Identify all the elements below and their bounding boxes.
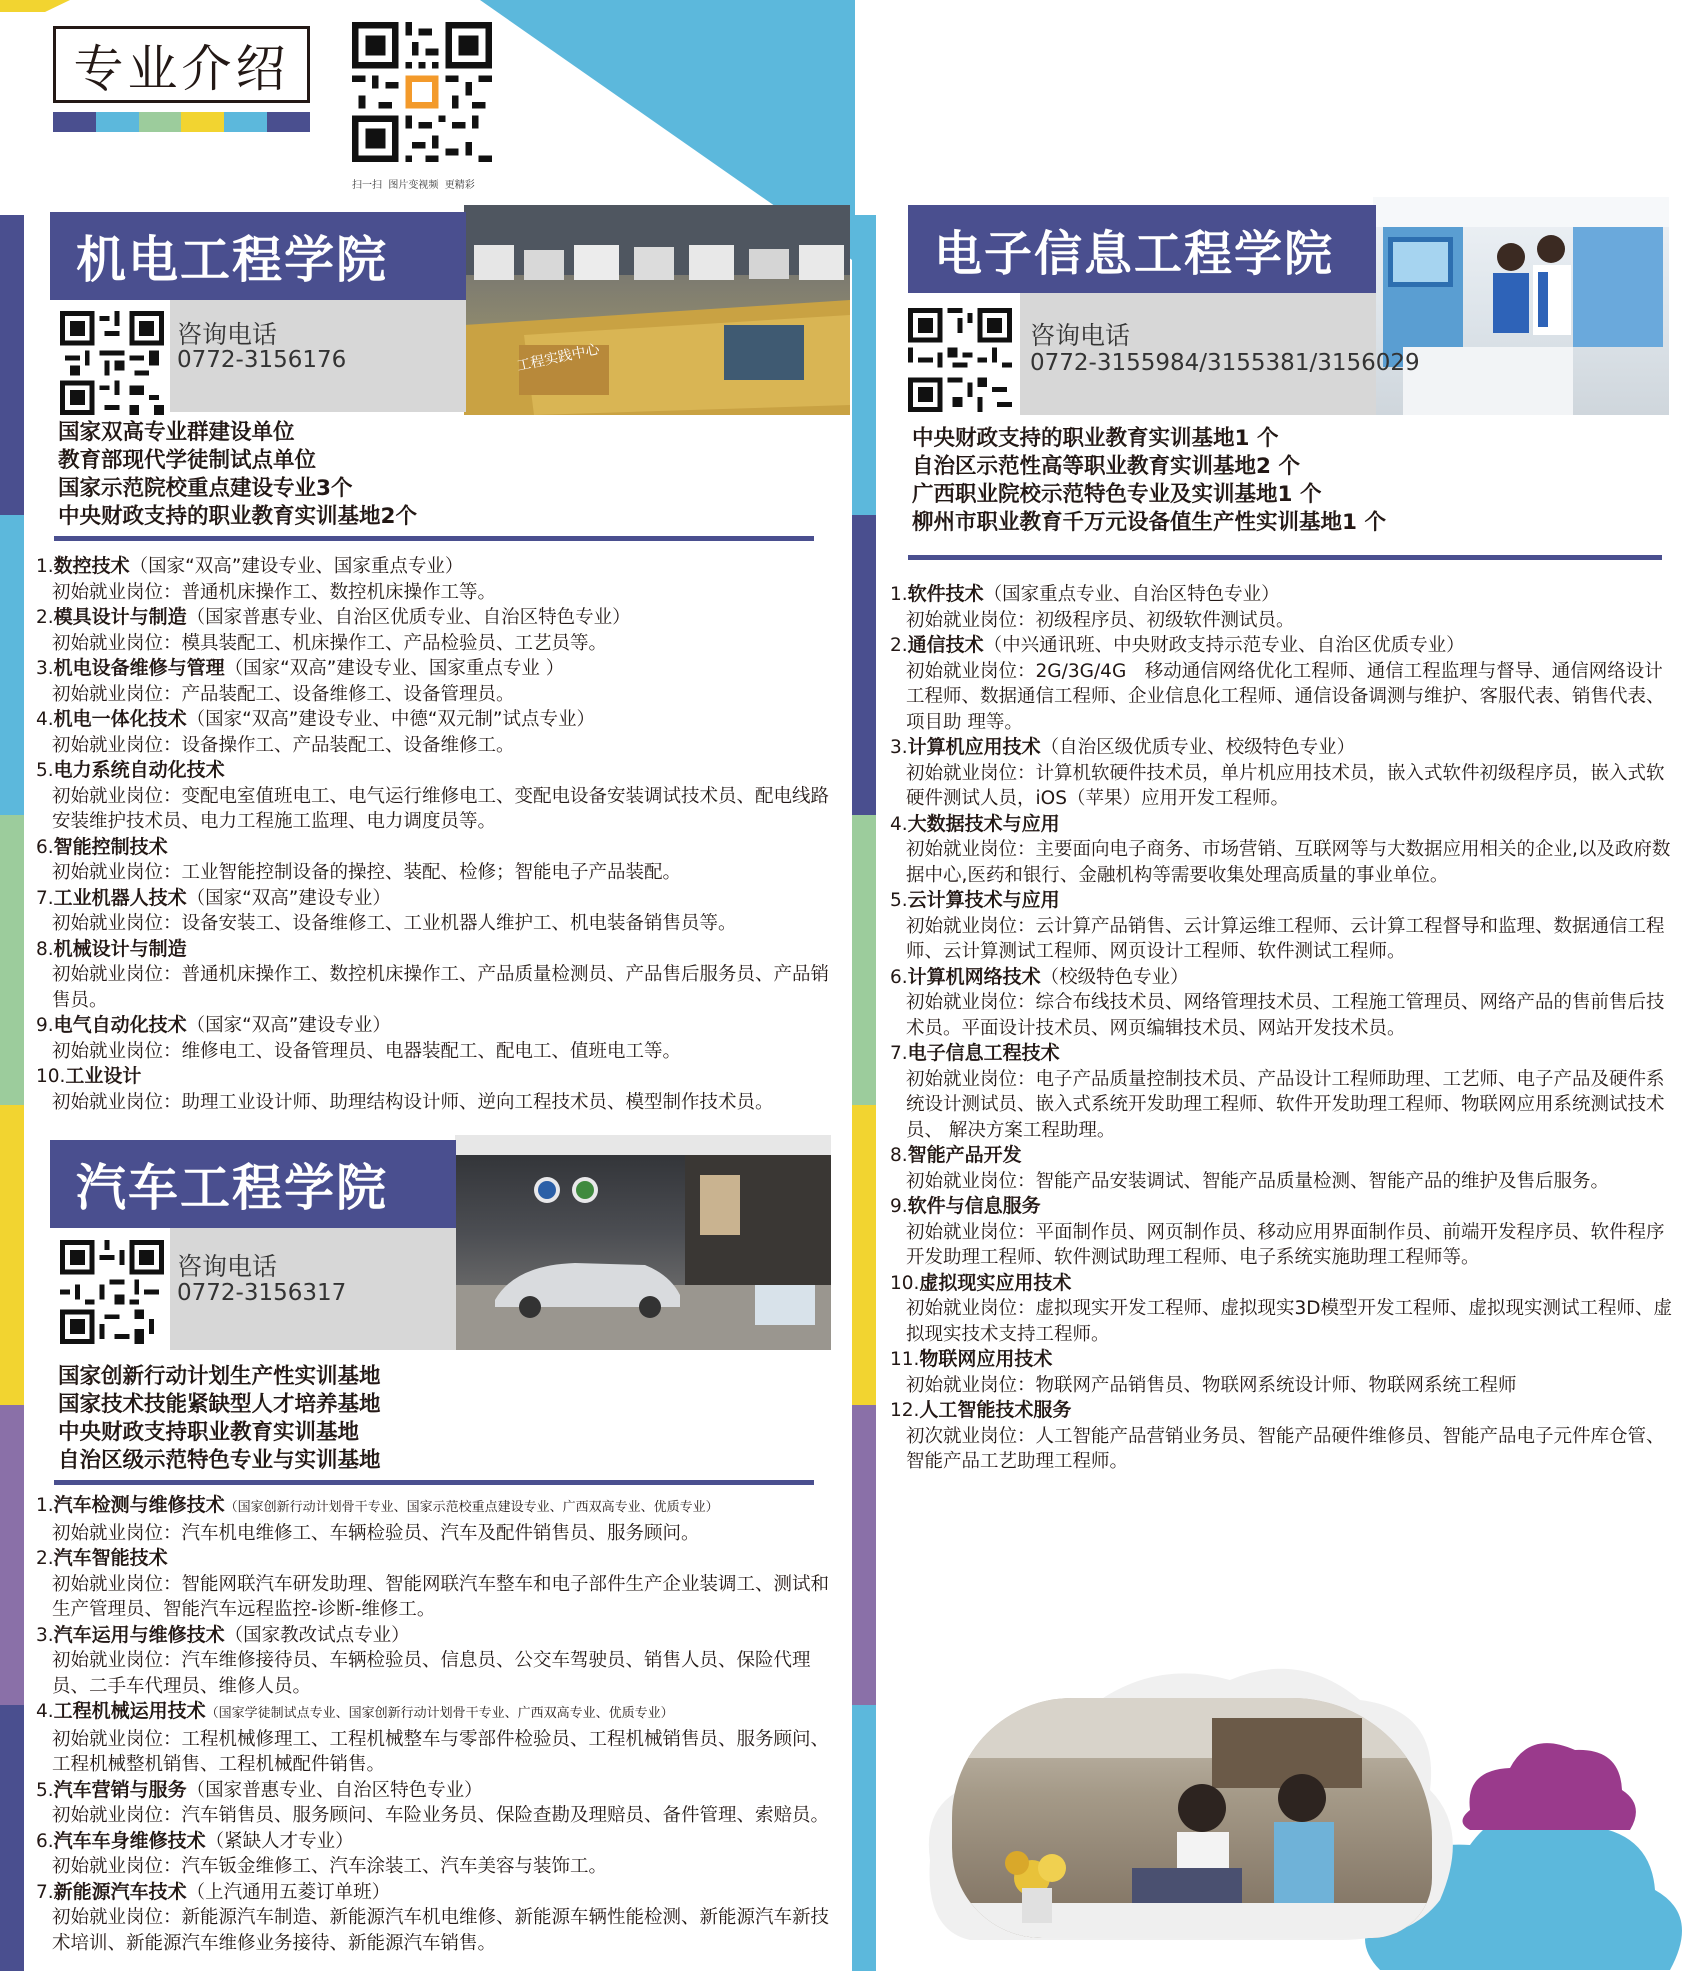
major-name: 物联网应用技术 <box>919 1348 1053 1370</box>
major-job-description: 初始就业岗位：普通机床操作工、数控机床操作工等。 <box>52 581 497 603</box>
major-note: （国家“双高”建设专业、国家重点专业） <box>129 556 464 577</box>
major-name: 智能产品开发 <box>907 1144 1022 1166</box>
major-job-description: 初始就业岗位：维修电工、设备管理员、电器装配工、配电工、值班电工等。 <box>52 1040 682 1062</box>
major-job-description: 初始就业岗位：平面制作员、网页制作员、移动应用界面制作员、前端开发程序员、软件程序开发助理工程师、软件测试助理工程师、电子系统实施助理工程师等。 <box>906 1221 1665 1268</box>
dianzi-major-item <box>890 1398 1680 1475</box>
qiche-major-item <box>36 1546 836 1623</box>
left-edge-stripe-sky <box>0 515 24 815</box>
jidian-major-item <box>36 656 836 707</box>
qiche-major-item <box>36 1880 836 1957</box>
jidian-qr-code[interactable] <box>60 311 164 415</box>
major-number: 1. <box>36 1495 54 1516</box>
dianzi-major-item <box>890 1194 1680 1271</box>
major-note: （国家“双高”建设专业、国家重点专业 ） <box>224 658 565 679</box>
qiche-highlight: 自治区级示范特色专业与实训基地 <box>58 1448 381 1473</box>
major-note: （上汽通用五菱订单班） <box>186 1881 391 1903</box>
jidian-contact-label: 咨询电话 <box>177 320 278 349</box>
dianzi-college-name: 电子信息工程学院 <box>934 225 1335 282</box>
major-name: 汽车车身维修技术 <box>53 1829 206 1852</box>
major-job-description: 初始就业岗位：综合布线技术员、网络管理技术员、工程施工管理员、网络产品的售前售后技 术员。平面设计技术员、网页编辑技术员、网站开发技术员。 <box>906 992 1665 1039</box>
major-number: 8. <box>890 1145 908 1166</box>
major-number: 2. <box>890 635 908 656</box>
jidian-major-list <box>36 554 836 1115</box>
major-note: （校级特色专业） <box>1040 966 1189 988</box>
major-note: （紧缺人才专业） <box>205 1830 354 1852</box>
major-note: （国家“双高”建设专业、中德“双元制”试点专业） <box>186 709 596 730</box>
major-number: 5. <box>890 890 908 911</box>
major-name: 云计算技术与应用 <box>907 889 1060 911</box>
major-job-description: 初始就业岗位：设备安装工、设备维修工、工业机器人维护工、机电装备销售员等。 <box>52 913 737 934</box>
major-note: （国家普惠专业、自治区优质专业、自治区特色专业） <box>186 607 631 628</box>
major-number: 7. <box>890 1043 908 1064</box>
qiche-major-item <box>36 1493 836 1546</box>
jidian-major-item <box>36 1013 836 1064</box>
qiche-highlights <box>58 1363 381 1475</box>
jidian-photo <box>464 205 850 415</box>
major-name: 人工智能技术服务 <box>919 1399 1072 1421</box>
major-job-description: 初始就业岗位：智能网联汽车研发助理、智能网联汽车整车和电子部件生产企业装调工、测试和生产管理员、智能汽车远程监控-诊断-维修工。 <box>52 1573 830 1620</box>
major-number: 6. <box>36 1830 54 1852</box>
major-job-description: 初始就业岗位：初级程序员、初级软件测试员。 <box>906 609 1295 631</box>
jidian-photo-sign: 工程实践中心 <box>515 341 601 375</box>
major-job-description: 初次就业岗位：人工智能产品营销业务员、智能产品硬件维修员、智能产品电子元件库仓管、智能产品工艺助理工程师。 <box>906 1425 1665 1472</box>
major-number: 11. <box>890 1349 920 1370</box>
major-number: 5. <box>36 1779 54 1801</box>
major-note: （自治区级优质专业、校级特色专业） <box>1040 737 1356 758</box>
major-job-description: 初始就业岗位：变配电室值班电工、电气运行维修电工、变配电设备安装调试技术员、配电线路安装维护技术员、电力工程施工监理、电力调度员等。 <box>52 785 830 832</box>
major-name: 模具设计与制造 <box>53 606 187 628</box>
dianzi-contact-label: 咨询电话 <box>1030 321 1131 350</box>
qiche-major-list <box>36 1493 836 1956</box>
dianzi-highlight: 广西职业院校示范特色专业及实训基地1 个 <box>912 482 1322 507</box>
major-job-description: 初始就业岗位：汽车维修接待员、车辆检验员、信息员、公交车驾驶员、销售人员、保险代理 员、二手车代理员、维修人员。 <box>52 1650 811 1697</box>
major-note: （国家重点专业、自治区特色专业） <box>983 584 1280 605</box>
major-name: 电气自动化技术 <box>53 1014 187 1036</box>
major-number: 6. <box>890 966 908 988</box>
major-number: 1. <box>36 556 54 577</box>
major-job-description: 初始就业岗位：工业智能控制设备的操控、装配、检修；智能电子产品装配。 <box>52 862 682 883</box>
jidian-major-item <box>36 758 836 835</box>
major-job-description: 初始就业岗位：汽车钣金维修工、汽车涂装工、汽车美容与装饰工。 <box>52 1856 608 1877</box>
dianzi-major-item <box>890 633 1680 735</box>
qiche-divider <box>54 1480 814 1485</box>
major-job-description: 初始就业岗位：汽车销售员、服务顾问、车险业务员、保险查勘及理赔员、备件管理、索赔员。 <box>52 1805 830 1826</box>
major-note: （国家普惠专业、自治区特色专业） <box>186 1779 483 1801</box>
major-job-description: 初始就业岗位：工程机械修理工、工程机械整车与零部件检验员、工程机械销售员、服务顾问、工程机械整机销售、工程机械配件销售。 <box>52 1728 830 1775</box>
qiche-major-item <box>36 1623 836 1700</box>
left-edge-stripe-navy <box>0 215 24 515</box>
page-title: 专业介绍 <box>73 39 290 98</box>
center-stripe-purple <box>852 1405 876 1705</box>
major-name: 工业机器人技术 <box>53 886 187 909</box>
dianzi-major-item <box>890 1041 1680 1143</box>
jidian-major-item <box>36 707 836 758</box>
jidian-divider <box>54 536 814 541</box>
left-edge-stripe-purple <box>0 1405 24 1705</box>
major-note: （国家创新行动计划骨干专业、国家示范校重点建设专业、广西双高专业、优质专业） <box>224 1500 719 1515</box>
major-name: 汽车运用与维修技术 <box>53 1623 225 1646</box>
dianzi-major-item <box>890 735 1680 812</box>
major-number: 5. <box>36 760 54 781</box>
dianzi-phone: 0772-3155984/3155381/3156029 <box>1030 350 1420 376</box>
dianzi-highlight: 柳州市职业教育千万元设备值生产性实训基地1 个 <box>912 510 1386 535</box>
major-number: 2. <box>36 607 54 628</box>
header-qr-caption: 扫一扫 图片变视频 更精彩 <box>352 180 475 191</box>
major-name: 机械设计与制造 <box>53 937 187 960</box>
major-name: 软件与信息服务 <box>907 1195 1041 1217</box>
major-number: 3. <box>36 1624 54 1646</box>
bottom-cloud-illustration <box>910 1640 1690 1971</box>
major-note: （国家教改试点专业） <box>224 1624 410 1646</box>
jidian-major-item <box>36 835 836 886</box>
dianzi-major-item <box>890 1271 1680 1348</box>
qiche-major-item <box>36 1778 836 1829</box>
qiche-college-name: 汽车工程学院 <box>76 1159 388 1217</box>
qiche-photo <box>455 1135 831 1350</box>
major-name: 工业设计 <box>65 1065 142 1087</box>
dianzi-photo <box>1373 197 1669 415</box>
qiche-qr-code[interactable] <box>60 1240 164 1344</box>
jidian-highlight: 国家双高专业群建设单位 <box>58 420 295 445</box>
major-name: 汽车智能技术 <box>53 1547 168 1569</box>
major-number: 8. <box>36 938 54 960</box>
major-name: 虚拟现实应用技术 <box>919 1271 1072 1294</box>
major-job-description: 初始就业岗位：2G/3G/4G 移动通信网络优化工程师、通信工程监理与督导、通信网络设计工程师、数据通信工程师、企业信息化工程师、通信设备调测与维护、客服代表、销售代表、项目助 理等。 <box>906 660 1665 733</box>
major-job-description: 初始就业岗位：计算机软硬件技术员，单片机应用技术员，嵌入式软件初级程序员，嵌入式软 硬件测试人员，iOS（苹果）应用开发工程师。 <box>906 762 1665 809</box>
center-stripe-yellow <box>852 1105 876 1405</box>
major-number: 1. <box>890 584 908 605</box>
major-number: 2. <box>36 1548 54 1569</box>
major-note: （国家学徒制试点专业、国家创新行动计划骨干专业、广西双高专业、优质专业） <box>205 1706 674 1721</box>
dianzi-highlight: 中央财政支持的职业教育实训基地1 个 <box>912 426 1279 451</box>
jidian-major-item <box>36 886 836 937</box>
major-note: （中兴通讯班、中央财政支持示范专业、自治区优质专业） <box>983 635 1465 656</box>
major-number: 7. <box>36 1881 54 1903</box>
major-name: 工程机械运用技术 <box>53 1700 206 1722</box>
major-name: 机电一体化技术 <box>53 708 187 730</box>
center-stripe-green <box>852 815 876 1105</box>
jidian-highlight: 教育部现代学徒制试点单位 <box>58 448 317 473</box>
major-name: 计算机应用技术 <box>907 736 1041 758</box>
qiche-highlight: 国家技术技能紧缺型人才培养基地 <box>58 1392 381 1417</box>
major-number: 7. <box>36 887 54 909</box>
major-name: 汽车检测与维修技术 <box>53 1494 225 1516</box>
bottom-students-photo <box>952 1698 1432 1938</box>
dianzi-major-item <box>890 965 1680 1042</box>
jidian-highlights <box>58 419 417 531</box>
center-stripe-navy <box>852 515 876 815</box>
major-name: 通信技术 <box>907 634 984 656</box>
major-job-description: 初始就业岗位：设备操作工、产品装配工、设备维修工。 <box>52 734 515 756</box>
major-number: 3. <box>890 737 908 758</box>
major-name: 电子信息工程技术 <box>907 1042 1060 1064</box>
jidian-highlight: 国家示范院校重点建设专业3个 <box>58 476 353 501</box>
dianzi-college-title <box>908 205 1376 293</box>
major-number: 10. <box>890 1272 920 1294</box>
header-qr-code[interactable] <box>352 22 492 162</box>
major-job-description: 初始就业岗位：物联网产品销售员、物联网系统设计师、物联网系统工程师 <box>906 1374 1517 1396</box>
major-job-description: 初始就业岗位：助理工业设计师、助理结构设计师、逆向工程技术员、模型制作技术员。 <box>52 1091 774 1113</box>
qiche-phone: 0772-3156317 <box>177 1280 347 1306</box>
dianzi-major-item <box>890 812 1680 889</box>
dianzi-major-item <box>890 1143 1680 1194</box>
page-title-color-bar <box>53 112 310 132</box>
major-note: （国家“双高”建设专业） <box>186 887 391 909</box>
qiche-college-title <box>50 1140 456 1228</box>
dianzi-major-item <box>890 888 1680 965</box>
major-name: 软件技术 <box>907 583 984 605</box>
major-note: （国家“双高”建设专业） <box>186 1015 391 1036</box>
major-job-description: 初始就业岗位：普通机床操作工、数控机床操作工、产品质量检测员、产品售后服务员、产品销售员。 <box>52 964 830 1011</box>
qiche-highlight: 国家创新行动计划生产性实训基地 <box>58 1364 381 1389</box>
major-job-description: 初始就业岗位：汽车机电维修工、车辆检验员、汽车及配件销售员、服务顾问。 <box>52 1522 700 1544</box>
major-job-description: 初始就业岗位：智能产品安装调试、智能产品质量检测、智能产品的维护及售后服务。 <box>906 1170 1610 1192</box>
jidian-college-title <box>50 212 466 300</box>
jidian-major-item <box>36 937 836 1014</box>
dianzi-divider <box>908 555 1662 560</box>
major-job-description: 初始就业岗位：电子产品质量控制技术员、产品设计工程师助理、工艺师、电子产品及硬件系 统设计测试员、嵌入式系统开发助理工程师、软件开发助理工程师、物联网应用系统测试技术员、 解决方案工程助理。 <box>906 1068 1665 1141</box>
dianzi-major-item <box>890 1347 1680 1398</box>
major-number: 4. <box>36 709 54 730</box>
dianzi-major-item <box>890 582 1680 633</box>
dianzi-highlight: 自治区示范性高等职业教育实训基地2 个 <box>912 454 1300 479</box>
major-name: 电力系统自动化技术 <box>53 759 225 781</box>
major-name: 大数据技术与应用 <box>907 812 1060 835</box>
dianzi-highlights <box>912 425 1386 537</box>
qiche-highlight: 中央财政支持职业教育实训基地 <box>58 1420 360 1445</box>
dianzi-qr-code[interactable] <box>908 308 1012 412</box>
qiche-major-item <box>36 1699 836 1778</box>
major-number: 4. <box>890 813 908 835</box>
jidian-major-item <box>36 1064 836 1115</box>
left-edge-stripe-navy-2 <box>0 1705 24 1971</box>
qiche-contact-label: 咨询电话 <box>177 1252 278 1281</box>
major-job-description: 初始就业岗位：虚拟现实开发工程师、虚拟现实3D模型开发工程师、虚拟现实测试工程师、虚拟现实技术支持工程师。 <box>906 1298 1673 1345</box>
major-number: 3. <box>36 658 54 679</box>
jidian-phone: 0772-3156176 <box>177 347 347 373</box>
major-number: 12. <box>890 1400 920 1421</box>
major-name: 新能源汽车技术 <box>53 1880 187 1903</box>
jidian-major-item <box>36 605 836 656</box>
major-number: 9. <box>36 1015 54 1036</box>
major-job-description: 初始就业岗位：产品装配工、设备维修工、设备管理员。 <box>52 683 515 705</box>
center-stripe-sky-2 <box>852 1705 876 1971</box>
page-title-box <box>53 26 310 103</box>
major-number: 6. <box>36 836 54 858</box>
major-number: 4. <box>36 1701 54 1722</box>
jidian-highlight: 中央财政支持的职业教育实训基地2个 <box>58 504 417 529</box>
major-job-description: 初始就业岗位：云计算产品销售、云计算运维工程师、云计算工程督导和监理、数据通信工程 师、云计算测试工程师、网页设计工程师、软件测试工程师。 <box>906 915 1665 962</box>
major-number: 10. <box>36 1066 66 1087</box>
dianzi-major-list <box>890 582 1680 1475</box>
qiche-major-item <box>36 1829 836 1880</box>
major-name: 数控技术 <box>53 555 130 577</box>
major-job-description: 初始就业岗位：新能源汽车制造、新能源汽车机电维修、新能源车辆性能检测、新能源汽车新技术培训、新能源汽车维修业务接待、新能源汽车销售。 <box>52 1907 830 1954</box>
jidian-college-name: 机电工程学院 <box>76 231 388 289</box>
major-name: 智能控制技术 <box>53 835 168 858</box>
center-stripe-sky <box>852 215 876 515</box>
jidian-major-item <box>36 554 836 605</box>
left-edge-stripe-yellow <box>0 1105 24 1405</box>
major-job-description: 初始就业岗位：模具装配工、机床操作工、产品检验员、工艺员等。 <box>52 632 608 654</box>
major-name: 计算机网络技术 <box>907 965 1041 988</box>
major-job-description: 初始就业岗位：主要面向电子商务、市场营销、互联网等与大数据应用相关的企业,以及政府数据中心,医药和银行、金融机构等需要收集处理高质量的事业单位。 <box>906 839 1671 886</box>
left-edge-stripe-green <box>0 815 24 1105</box>
major-name: 汽车营销与服务 <box>53 1778 187 1801</box>
major-number: 9. <box>890 1196 908 1217</box>
major-name: 机电设备维修与管理 <box>53 657 225 679</box>
